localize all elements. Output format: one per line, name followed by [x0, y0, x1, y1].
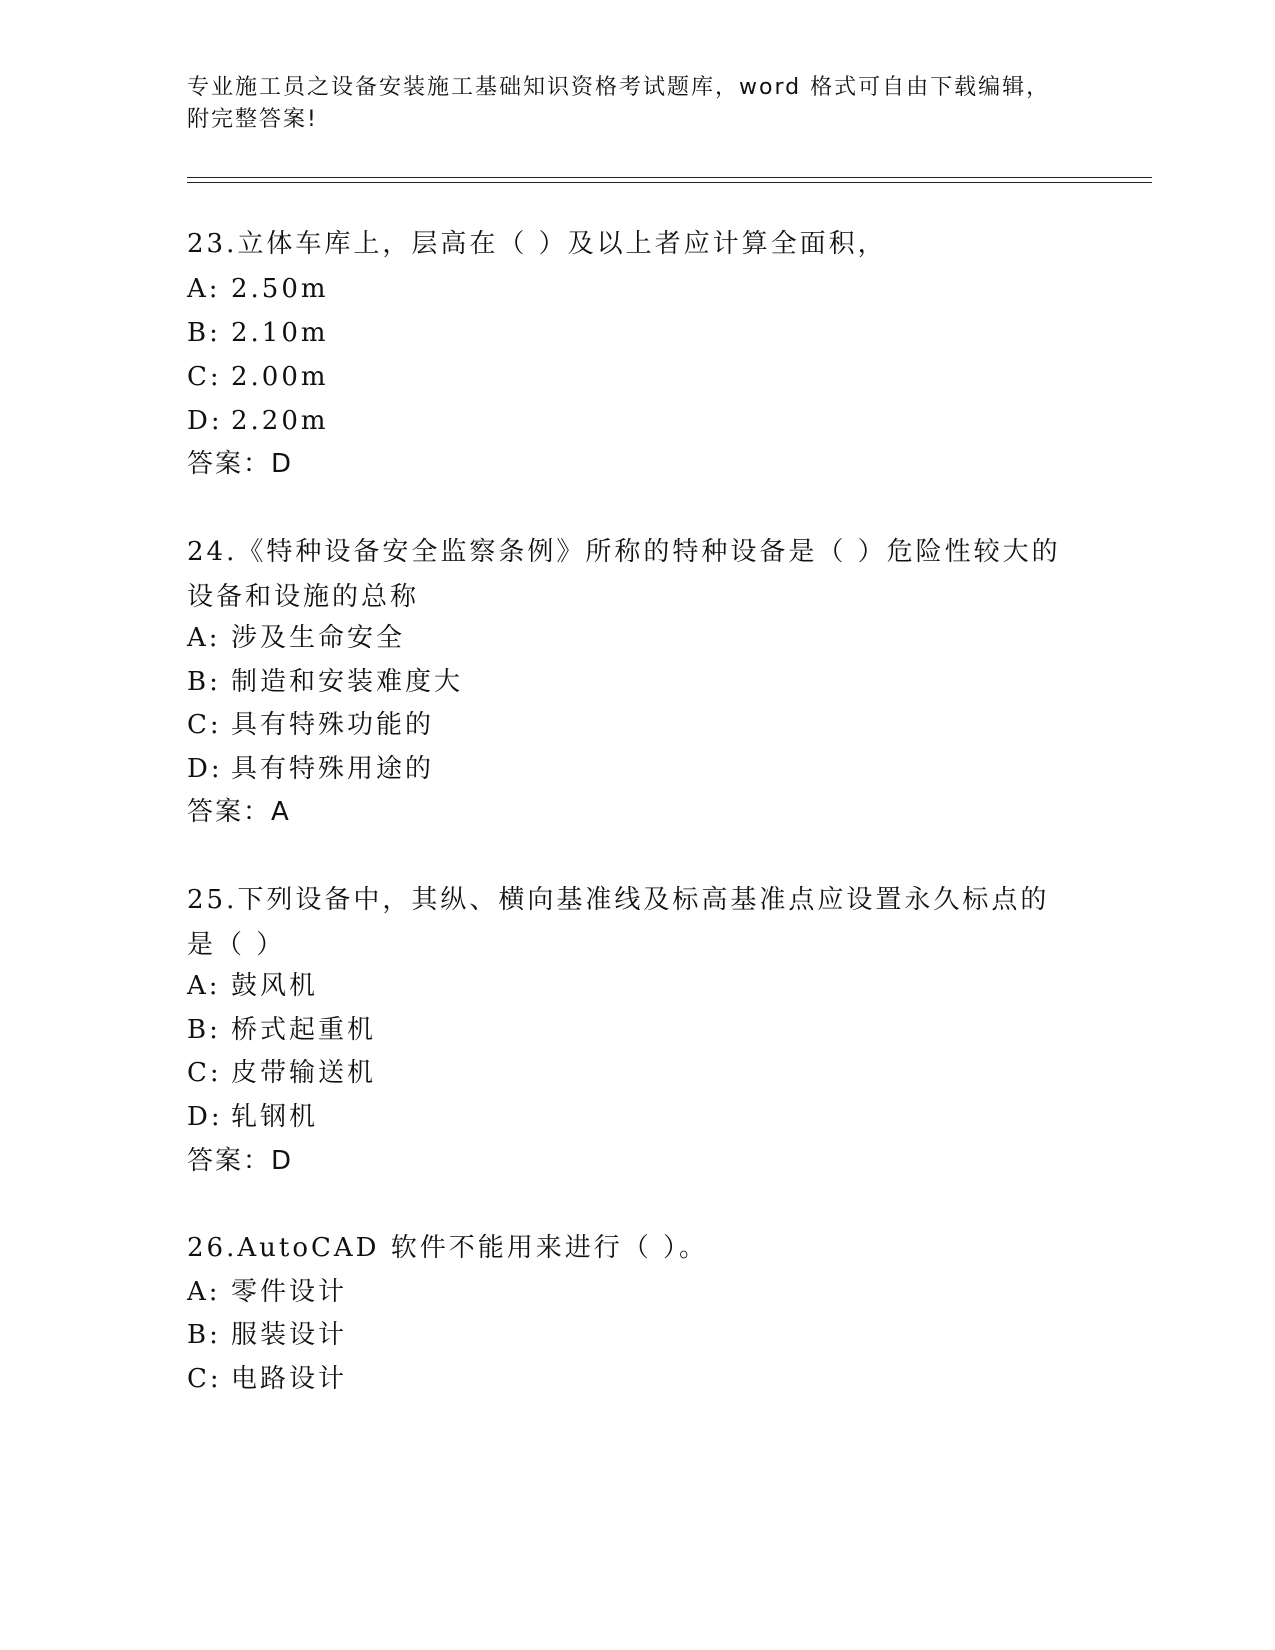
- question-23-option-d: [187, 399, 329, 444]
- option-key: C:: [187, 1364, 222, 1394]
- option-key: B:: [187, 1015, 221, 1045]
- option-key: B:: [187, 1320, 221, 1350]
- question-23-answer: 答案：D: [187, 449, 294, 479]
- question-24-option-a: [187, 616, 405, 661]
- option-text: 零件设计: [231, 1277, 348, 1307]
- option-text: 2.00m: [231, 362, 329, 392]
- option-key: A:: [187, 1277, 221, 1307]
- question-24-option-d: [187, 747, 434, 792]
- question-24-option-b: [187, 660, 463, 705]
- option-text: 鼓风机: [231, 971, 319, 1001]
- question-25-option-d: [187, 1095, 318, 1140]
- option-key: A:: [187, 623, 221, 653]
- option-text: 制造和安装难度大: [231, 667, 464, 697]
- option-text: 具有特殊用途的: [231, 754, 435, 784]
- question-24-option-c: [187, 703, 434, 748]
- option-key: C:: [187, 1058, 222, 1088]
- option-text: 2.10m: [231, 318, 329, 348]
- option-key: A:: [187, 971, 221, 1001]
- header-divider-bottom: [187, 182, 1152, 183]
- question-26-option-c: [187, 1357, 347, 1402]
- option-text: 具有特殊功能的: [231, 710, 435, 740]
- question-24-answer: 答案：A: [187, 797, 291, 827]
- question-23-option-c: [187, 355, 329, 400]
- question-25-option-c: [187, 1051, 376, 1096]
- header-divider-top: [187, 177, 1152, 178]
- question-26-stem: 26.AutoCAD 软件不能用来进行（ ）。: [187, 1233, 709, 1263]
- option-key: D:: [187, 1102, 223, 1132]
- option-text: 电路设计: [231, 1364, 348, 1394]
- question-26-option-a: [187, 1270, 347, 1315]
- option-text: 涉及生命安全: [231, 623, 406, 653]
- option-key: D:: [187, 754, 223, 784]
- question-25-option-a: [187, 964, 318, 1009]
- option-key: B:: [187, 667, 221, 697]
- question-24-stem: 24.《特种设备安全监察条例》所称的特种设备是（ ）危险性较大的设备和设施的总称: [187, 537, 1061, 612]
- question-26-option-b: [187, 1313, 347, 1358]
- question-23-stem: 23.立体车库上，层高在（ ）及以上者应计算全面积，: [187, 229, 887, 259]
- question-25-answer: 答案：D: [187, 1146, 294, 1176]
- option-key: C:: [187, 362, 222, 392]
- header-line-2: 附完整答案!: [187, 107, 318, 132]
- option-key: D:: [187, 406, 223, 436]
- question-25-option-b: [187, 1008, 376, 1053]
- option-text: 2.20m: [231, 406, 329, 436]
- option-text: 2.50m: [231, 274, 329, 304]
- header-line-1: 专业施工员之设备安装施工基础知识资格考试题库，word 格式可自由下载编辑，: [187, 75, 1051, 100]
- option-key: C:: [187, 710, 222, 740]
- option-text: 皮带输送机: [231, 1058, 377, 1088]
- question-23-option-a: [187, 267, 329, 312]
- option-text: 轧钢机: [231, 1102, 319, 1132]
- option-key: B:: [187, 318, 221, 348]
- question-23-option-b: [187, 311, 329, 356]
- document-header: [187, 72, 1087, 136]
- question-25-stem: 25.下列设备中，其纵、横向基准线及标高基准点应设置永久标点的是（ ）: [187, 885, 1050, 960]
- option-key: A:: [187, 274, 221, 304]
- option-text: 服装设计: [231, 1320, 348, 1350]
- option-text: 桥式起重机: [231, 1015, 377, 1045]
